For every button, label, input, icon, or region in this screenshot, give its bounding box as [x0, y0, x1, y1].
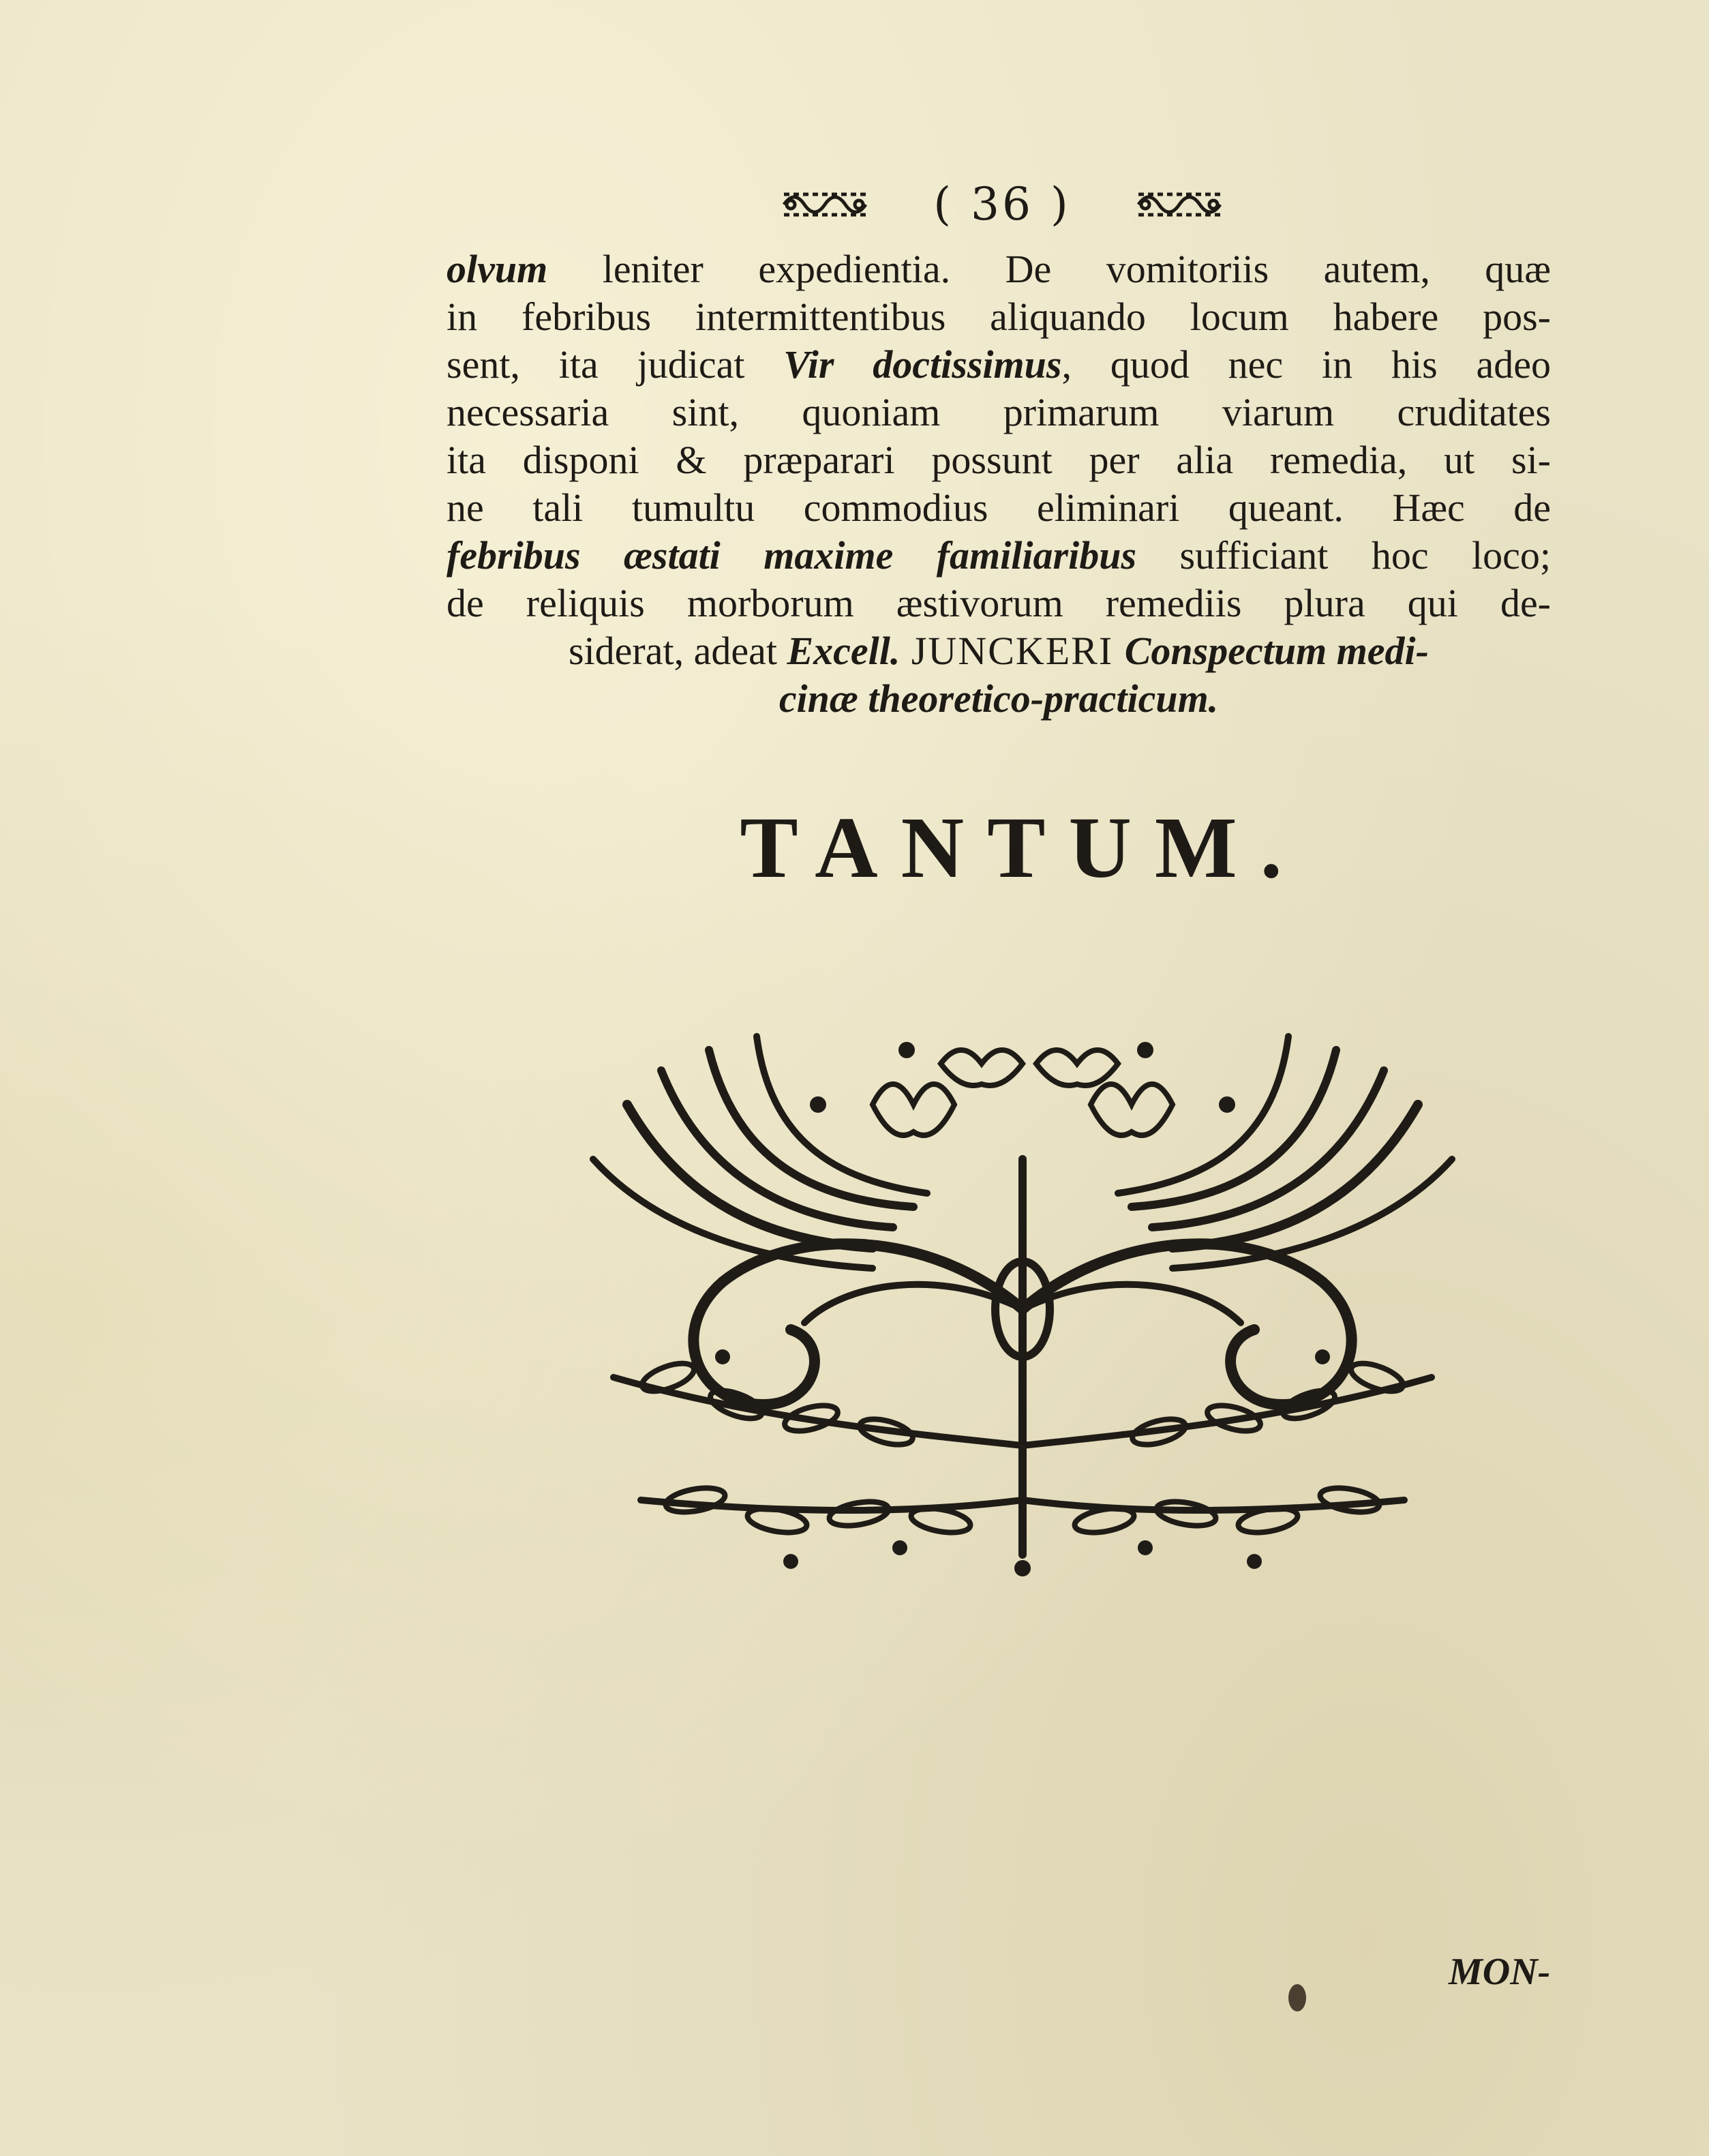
- running-header: [777, 174, 1227, 235]
- text-line-6: ne tali tumultu commodius eliminari queant. Hæc de: [447, 485, 1551, 530]
- italic-word: Excell.: [787, 629, 901, 673]
- closing-word: TANTUM.: [740, 799, 1305, 896]
- body-paragraph: [447, 245, 1551, 723]
- text-line-1: [447, 245, 1551, 293]
- italic-title: Conspectum medi-: [1124, 629, 1429, 673]
- line-text: siderat, adeat: [569, 629, 787, 673]
- text-line-4: necessaria sint, quoniam primarum viarum cruditates: [447, 390, 1551, 434]
- italic-phrase: febribus æstati maxime familiaribus: [447, 533, 1137, 578]
- ink-stain: [1288, 1984, 1306, 2011]
- line-text: sufficiant hoc loco;: [1136, 533, 1551, 578]
- text-line-8: de reliquis morborum æstivorum remediis plura qui de-: [447, 581, 1551, 625]
- text-line-5: ita disponi & præparari possunt per alia remedia, ut si-: [447, 438, 1551, 482]
- left-fleuron-icon: [777, 184, 873, 225]
- italic-word: olvum: [447, 247, 548, 291]
- text-line-2: in febribus intermittentibus aliquando locum habere pos-: [447, 295, 1551, 339]
- text-line-9: [447, 627, 1551, 675]
- text-line-3: [447, 341, 1551, 389]
- italic-phrase: Vir doctissimus: [783, 342, 1062, 387]
- floral-woodcut-tailpiece-icon: [586, 1023, 1459, 1609]
- line-text: leniter expedientia. De vomitoriis autem, quæ: [547, 247, 1551, 291]
- text-line-10: cinæ theoretico-practicum.: [778, 676, 1219, 721]
- author-name: JUNCKERI: [900, 629, 1125, 673]
- line-text: sent, ita judicat: [447, 342, 784, 387]
- text-line-7: [447, 532, 1551, 580]
- catchword: MON-: [1449, 1951, 1551, 1993]
- line-text: , quod nec in his adeo: [1061, 342, 1552, 387]
- page-number: ( 36 ): [933, 178, 1071, 230]
- right-fleuron-icon: [1132, 184, 1227, 225]
